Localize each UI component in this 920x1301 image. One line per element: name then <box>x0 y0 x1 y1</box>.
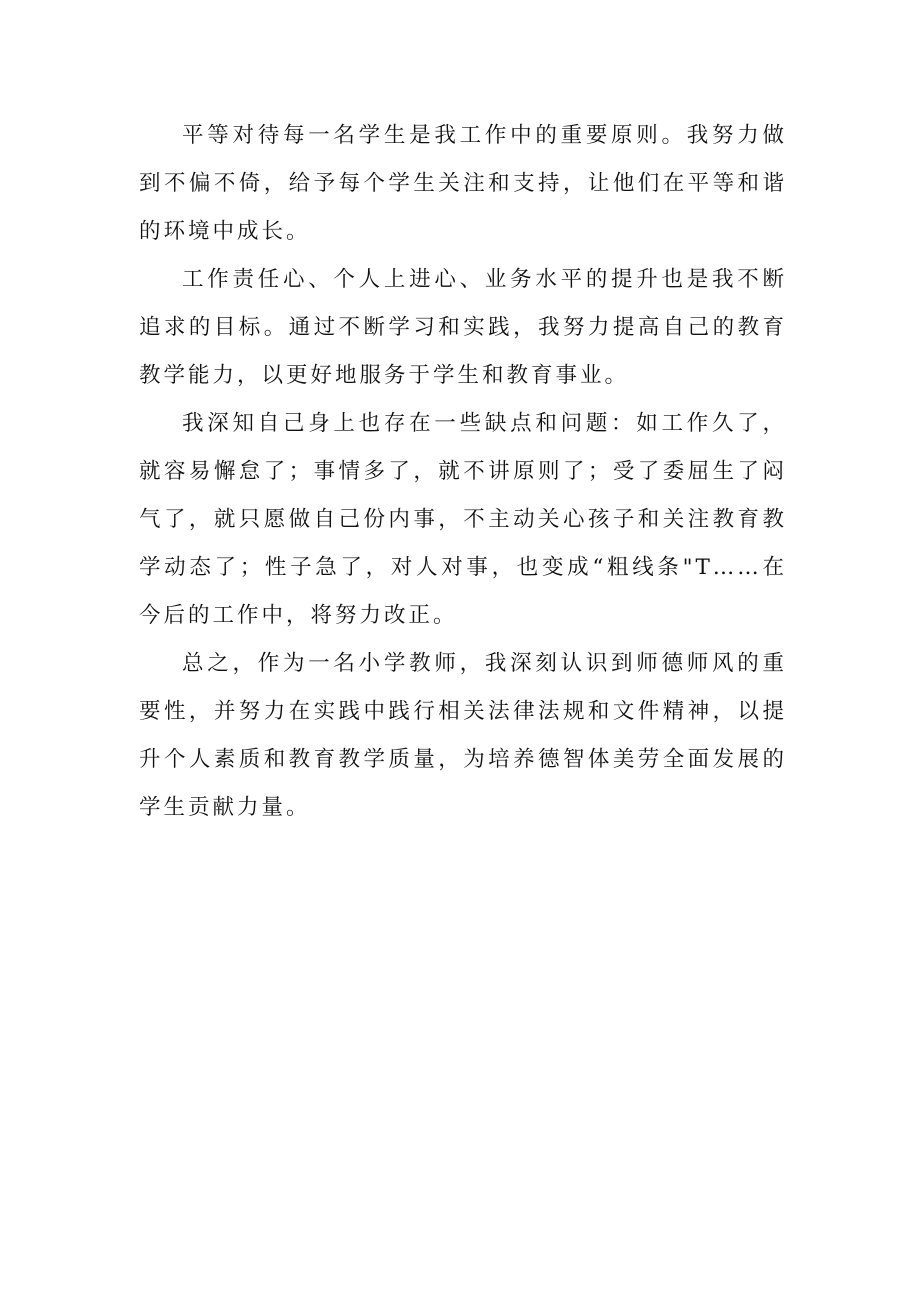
document-body <box>139 112 787 832</box>
paragraph-professional-goals: 工作责任心、个人上进心、业务水平的提升也是我不断追求的目标。通过不断学习和实践，我努力提高自己的教育教学能力，以更好地服务于学生和教育事业。 <box>139 267 787 388</box>
paragraph-conclusion: 总之，作为一名小学教师，我深刻认识到师德师风的重要性，并努力在实践中践行相关法律法规和文件精神，以提升个人素质和教育教学质量，为培养德智体美劳全面发展的学生贡献力量。 <box>139 651 787 820</box>
paragraph-equal-treatment: 平等对待每一名学生是我工作中的重要原则。我努力做到不偏不倚，给予每个学生关注和支持，让他们在平等和谐的环境中成长。 <box>139 123 787 244</box>
paragraph-shortcomings: 我深知自己身上也存在一些缺点和问题：如工作久了，就容易懈怠了；事情多了，就不讲原则了；受了委屈生了闷气了，就只愿做自己份内事，不主动关心孩子和关注教育教学动态了；性子急了，对人对事，也变成“粗线条"T……在今后的工作中，将努力改正。 <box>139 411 787 628</box>
